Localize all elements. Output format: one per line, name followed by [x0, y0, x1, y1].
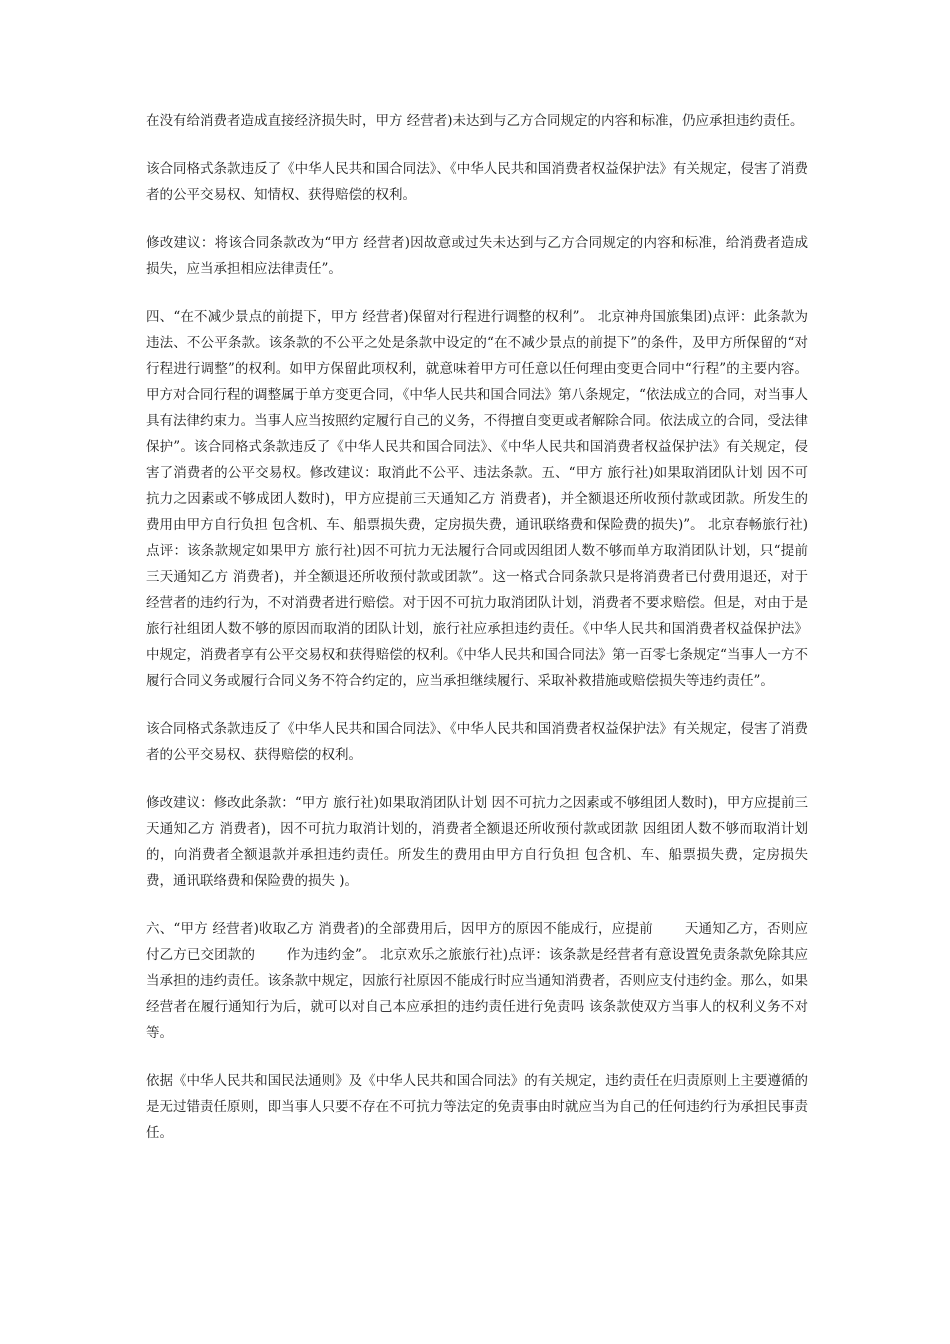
- paragraph-6: 修改建议：修改此条款：“甲方 旅行社)如果取消团队计划 因不可抗力之因素或不够组团人数时)，甲方应提前三天通知乙方 消费者)，因不可抗力取消计划的，消费者全额退还所收预付款或团款 因组团人数不够而取消计划的，向消费者全额退款并承担违约责任。所发生的费用由甲方自行负担 包含机、车、船票损失费，定房损失费，通讯联络费和保险费的损失 )。: [146, 795, 808, 889]
- paragraph-5: 该合同格式条款违反了《中华人民共和国合同法》、《中华人民共和国消费者权益保护法》有关规定，侵害了消费者的公平交易权、获得赔偿的权利。: [146, 721, 808, 763]
- paragraph-7: 六、“甲方 经营者)收取乙方 消费者)的全部费用后，因甲方的原因不能成行，应提前 天通知乙方，否则应付乙方已交团款的 作为违约金”。 北京欢乐之旅旅行社)点评：该条款是经营者有意设置免责条款免除其应当承担的违约责任。该条款中规定，因旅行社原因不能成行时应当通知消费者，否则应支付违约金。那么，如果经营者在履行通知行为后，就可以对自己本应承担的违约责任进行免责吗 该条款使双方当事人的权利义务不对等。: [146, 921, 808, 1041]
- paragraph-3: 修改建议：将该合同条款改为“甲方 经营者)因故意或过失未达到与乙方合同规定的内容和标准，给消费者造成损失，应当承担相应法律责任”。: [146, 235, 808, 277]
- paragraph-1: 在没有给消费者造成直接经济损失时，甲方 经营者)未达到与乙方合同规定的内容和标准，仍应承担违约责任。: [146, 113, 804, 129]
- document-body: [146, 108, 808, 1168]
- paragraph-4: 四、“在不减少景点的前提下，甲方 经营者)保留对行程进行调整的权利”。 北京神舟国旅集团)点评：此条款为违法、不公平条款。该条款的不公平之处是条款中设定的“在不减少景点的前提下”的条件，及甲方所保留的“对行程进行调整”的权利。如甲方保留此项权利，就意味着甲方可任意以任何理由变更合同中“行程”的主要内容。甲方对合同行程的调整属于单方变更合同，《中华人民共和国合同法》第八条规定，“依法成立的合同，对当事人具有法律约束力。当事人应当按照约定履行自己的义务，不得擅自变更或者解除合同。依法成立的合同，受法律保护”。该合同格式条款违反了《中华人民共和国合同法》、《中华人民共和国消费者权益保护法》有关规定，侵害了消费者的公平交易权。修改建议：取消此不公平、违法条款。五、“甲方 旅行社)如果取消团队计划 因不可抗力之因素或不够成团人数时)，甲方应提前三天通知乙方 消费者)，并全额退还所收预付款或团款。所发生的费用由甲方自行负担 包含机、车、船票损失费，定房损失费，通讯联络费和保险费的损失)”。 北京春畅旅行社)点评：该条款规定如果甲方 旅行社)因不可抗力无法履行合同或因组团人数不够而单方取消团队计划，只“提前三天通知乙方 消费者)，并全额退还所收预付款或团款”。这一格式合同条款只是将消费者已付费用退还，对于经营者的违约行为，不对消费者进行赔偿。对于因不可抗力取消团队计划，消费者不要求赔偿。但是，对由于是旅行社组团人数不够的原因而取消的团队计划，旅行社应承担违约责任。《中华人民共和国消费者权益保护法》中规定，消费者享有公平交易权和获得赔偿的权利。《中华人民共和国合同法》第一百零七条规定“当事人一方不履行合同义务或履行合同义务不符合约定的，应当承担继续履行、采取补救措施或赔偿损失等违约责任”。: [146, 309, 808, 689]
- paragraph-2: 该合同格式条款违反了《中华人民共和国合同法》、《中华人民共和国消费者权益保护法》有关规定，侵害了消费者的公平交易权、知情权、获得赔偿的权利。: [146, 161, 808, 203]
- paragraph-8: 依据《中华人民共和国民法通则》及《中华人民共和国合同法》的有关规定，违约责任在归责原则上主要遵循的是无过错责任原则，即当事人只要不存在不可抗力等法定的免责事由时就应当为自己的任何违约行为承担民事责任。: [146, 1073, 808, 1141]
